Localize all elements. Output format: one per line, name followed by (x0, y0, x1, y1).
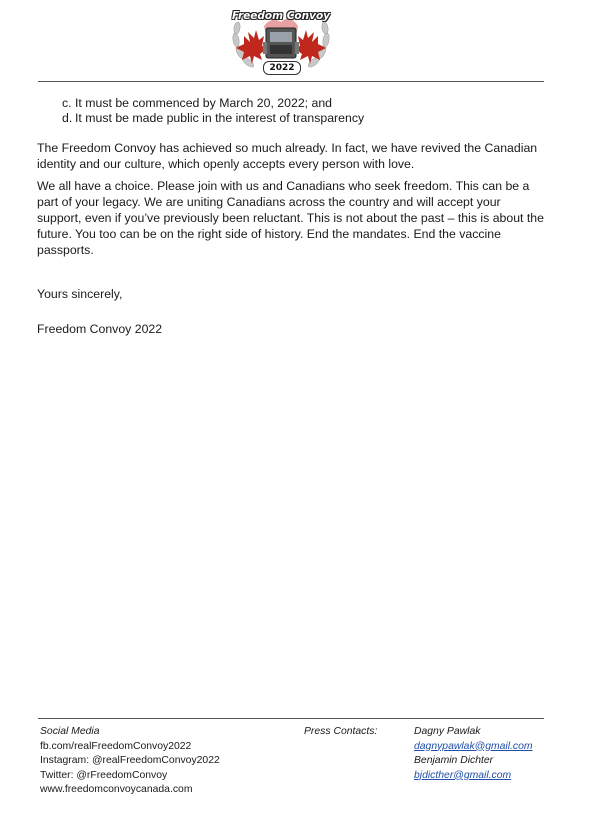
facebook-link[interactable]: fb.com/realFreedomConvoy2022 (40, 740, 192, 752)
social-heading: Social Media (40, 726, 100, 737)
press-heading: Press Contacts: (304, 726, 378, 737)
logo-title: Freedom Convoy (231, 10, 331, 22)
website-link[interactable]: www.freedomconvoycanada.com (40, 784, 193, 795)
list-marker: d. (62, 111, 73, 125)
list-item (62, 111, 364, 126)
closing-salutation: Yours sincerely, (37, 287, 123, 301)
paragraph-call-to-action: We all have a choice. Please join with us and Canadians who seek freedom. This can be a part of your legacy. We are uniting Canadians across the country and will accept your support, even if you’ve previously been reluctant. This is not about the past – this is about the future. You too can be on the right side of history. End the mandates. End the vaccine passports. (37, 179, 544, 257)
footer-social-media (40, 725, 220, 798)
contact2-email-link[interactable]: bjdicther@gmail.com (414, 769, 512, 781)
paragraph-achievements: The Freedom Convoy has achieved so much already. In fact, we have revived the Canadian identity and our culture, which openly accepts every person with love. (37, 141, 538, 171)
freedom-convoy-logo (226, 2, 336, 78)
contact2-name: Benjamin Dichter (414, 755, 494, 766)
signature: Freedom Convoy 2022 (37, 322, 163, 336)
footer-divider (38, 718, 544, 719)
requirements-list (62, 96, 364, 126)
list-item-text: It must be commenced by March 20, 2022; and (75, 96, 333, 110)
instagram-handle[interactable]: Instagram: @realFreedomConvoy2022 (40, 755, 220, 766)
footer-press-heading (304, 725, 377, 740)
logo-year: 2022 (263, 61, 301, 75)
list-marker: c. (62, 96, 72, 110)
list-item-text: It must be made public in the interest of transparency (75, 111, 365, 125)
twitter-handle[interactable]: Twitter: @rFreedomConvoy (40, 769, 168, 781)
contact1-email-link[interactable]: dagnypawlak@gmail.com (414, 740, 533, 752)
contact1-name: Dagny Pawlak (414, 726, 481, 737)
list-item (62, 96, 364, 111)
header-divider (38, 81, 544, 82)
footer-press-contacts (414, 725, 533, 783)
